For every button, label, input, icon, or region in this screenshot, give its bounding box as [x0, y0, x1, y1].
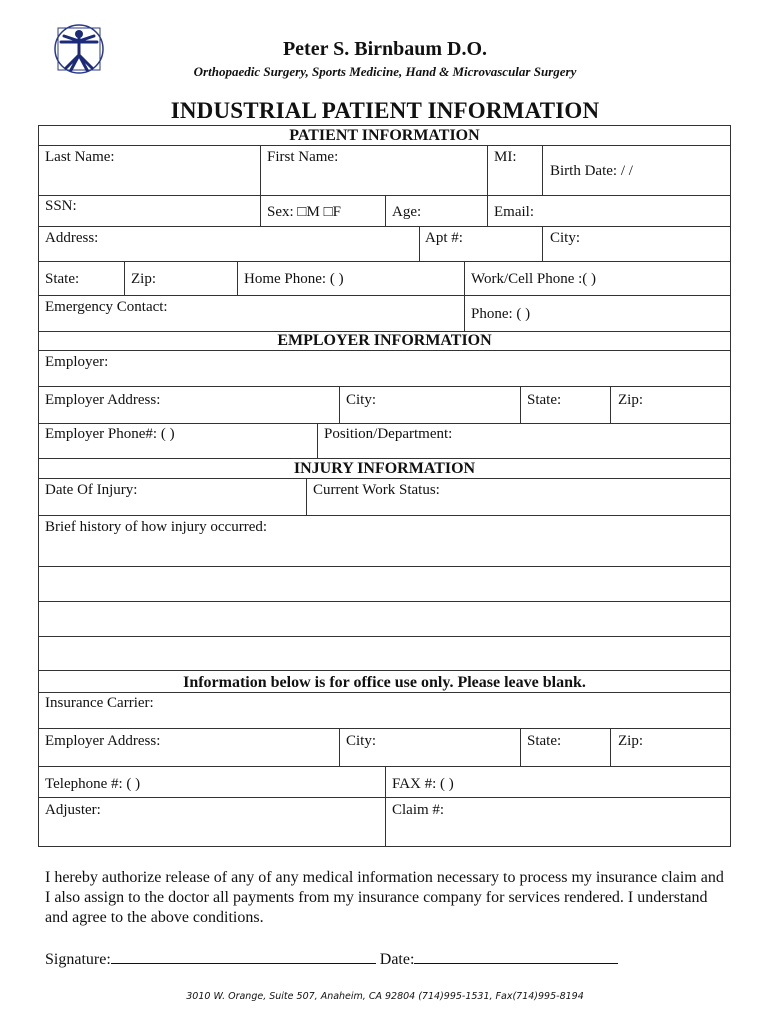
rule — [38, 423, 731, 424]
form-title: INDUSTRIAL PATIENT INFORMATION — [170, 98, 600, 123]
employer-zip-field[interactable]: Zip: — [618, 392, 643, 408]
signature-row — [45, 949, 618, 969]
rule — [38, 670, 731, 671]
first-name-field[interactable]: First Name: — [267, 149, 339, 165]
signature-line[interactable] — [111, 949, 376, 964]
rule — [610, 728, 611, 766]
rule — [38, 458, 731, 459]
rule — [38, 515, 731, 516]
rule — [610, 386, 611, 423]
emergency-contact-field[interactable]: Emergency Contact: — [45, 299, 168, 315]
address-field[interactable]: Address: — [45, 230, 99, 246]
rule — [306, 478, 307, 515]
rule — [542, 226, 543, 261]
home-phone-field[interactable]: Home Phone: ( ) — [244, 271, 344, 287]
claim-field[interactable]: Claim #: — [392, 802, 445, 818]
employer-address-field[interactable]: Employer Address: — [45, 392, 161, 408]
email-field[interactable]: Email: — [494, 204, 534, 220]
employer-state-field[interactable]: State: — [527, 392, 562, 408]
office-state-field[interactable]: State: — [527, 733, 562, 749]
employer-section-title: EMPLOYER INFORMATION — [277, 332, 492, 349]
position-department-field[interactable]: Position/Department: — [324, 426, 453, 442]
state-field[interactable]: State: — [45, 271, 80, 287]
emergency-phone-field[interactable]: Phone: ( ) — [471, 306, 531, 322]
employer-phone-field[interactable]: Employer Phone#: ( ) — [45, 426, 175, 442]
rule — [419, 226, 420, 261]
ssn-field[interactable]: SSN: — [45, 198, 77, 214]
apt-field[interactable]: Apt #: — [425, 230, 463, 246]
rule — [520, 728, 521, 766]
rule — [38, 601, 731, 602]
zip-field[interactable]: Zip: — [131, 271, 156, 287]
rule — [487, 145, 488, 226]
injury-history-field[interactable]: Brief history of how injury occurred: — [45, 519, 268, 535]
adjuster-field[interactable]: Adjuster: — [45, 802, 101, 818]
office-zip-field[interactable]: Zip: — [618, 733, 643, 749]
rule — [38, 636, 731, 637]
rule — [385, 766, 386, 847]
birth-date-field[interactable]: Birth Date: / / — [550, 163, 633, 179]
rule — [38, 566, 731, 567]
injury-section-title: INJURY INFORMATION — [293, 460, 476, 477]
rule — [339, 386, 340, 423]
date-of-injury-field[interactable]: Date Of Injury: — [45, 482, 138, 498]
employer-city-field[interactable]: City: — [346, 392, 377, 408]
rule — [385, 195, 386, 226]
rule — [38, 226, 731, 227]
rule — [38, 478, 731, 479]
patient-section-title: PATIENT INFORMATION — [289, 127, 480, 144]
footer-address: 3010 W. Orange, Suite 507, Anaheim, CA 92804 (714)995-1531, Fax(714)995-8194 — [186, 991, 584, 1002]
city-field[interactable]: City: — [550, 230, 581, 246]
date-line[interactable] — [414, 949, 618, 964]
rule — [38, 386, 731, 387]
work-status-field[interactable]: Current Work Status: — [313, 482, 440, 498]
rule — [124, 261, 125, 295]
rule — [339, 728, 340, 766]
rule — [38, 295, 731, 296]
age-field[interactable]: Age: — [392, 204, 422, 220]
rule — [260, 145, 261, 226]
insurance-carrier-field[interactable]: Insurance Carrier: — [45, 695, 154, 711]
rule — [38, 350, 731, 351]
work-phone-field[interactable]: Work/Cell Phone :( ) — [471, 271, 597, 287]
fax-field[interactable]: FAX #: ( ) — [392, 776, 454, 792]
date-label: Date: — [379, 951, 415, 968]
specialty-line: Orthopaedic Surgery, Sports Medicine, Hand & Microvascular Surgery — [193, 64, 577, 79]
telephone-field[interactable]: Telephone #: ( ) — [45, 776, 141, 792]
rule — [542, 145, 543, 195]
rule — [38, 261, 731, 262]
office-city-field[interactable]: City: — [346, 733, 377, 749]
rule — [38, 145, 731, 146]
rule — [464, 261, 465, 331]
rule — [520, 386, 521, 423]
authorization-text: I hereby authorize release of any of any medical information necessary to process my insurance claim and I also assign to the doctor all payments from my insurance company for services rendered. I understand and agree to the above conditions. — [45, 869, 724, 926]
sex-checkboxes[interactable]: Sex: □M □F — [267, 204, 341, 220]
rule — [317, 423, 318, 458]
last-name-field[interactable]: Last Name: — [45, 149, 115, 165]
mi-field[interactable]: MI: — [494, 149, 517, 165]
doctor-name: Peter S. Birnbaum D.O. — [282, 38, 488, 60]
rule — [38, 728, 731, 729]
employer-field[interactable]: Employer: — [45, 354, 109, 370]
office-section-title: Information below is for office use only. Please leave blank. — [183, 674, 586, 691]
rule — [237, 261, 238, 295]
office-employer-address-field[interactable]: Employer Address: — [45, 733, 161, 749]
signature-label: Signature: — [45, 951, 111, 968]
rule — [38, 692, 731, 693]
